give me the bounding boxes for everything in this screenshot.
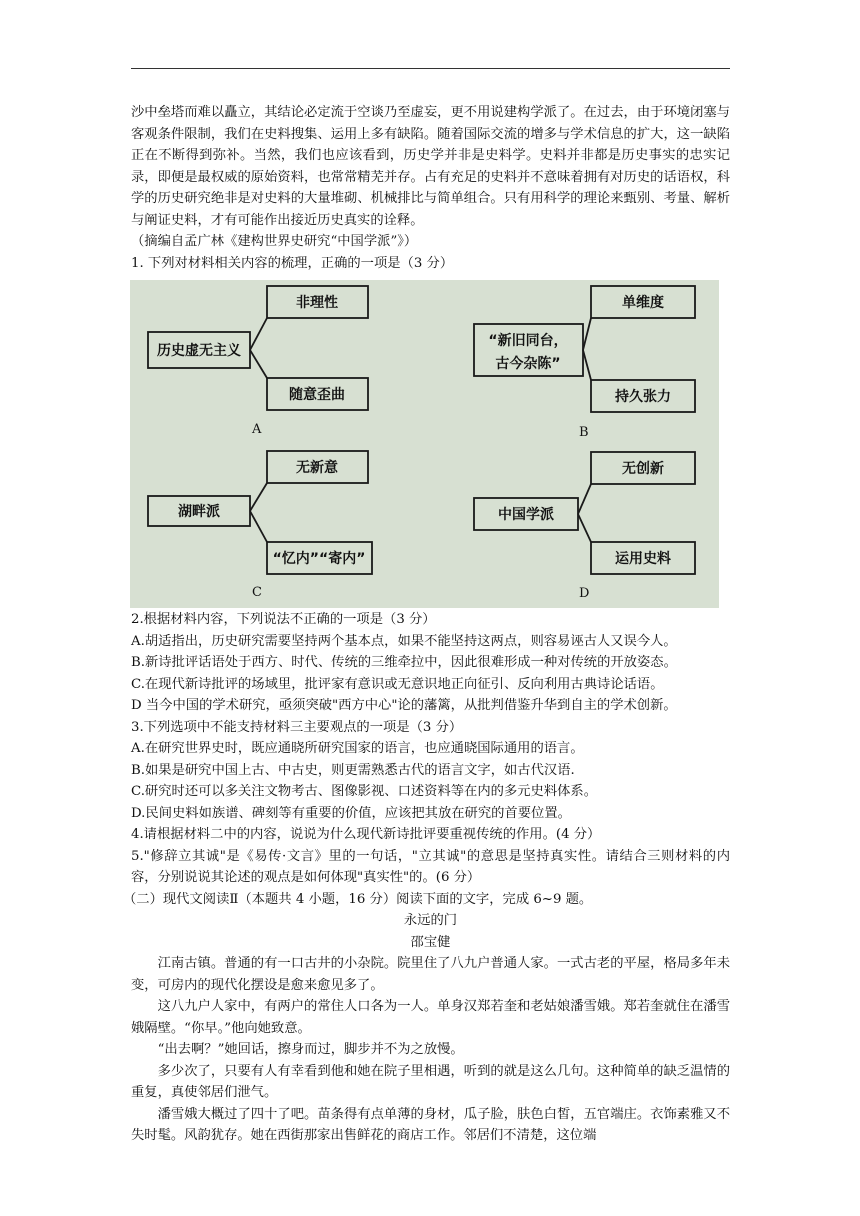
question-3-option-d: D.民间史料如族谱、碑刻等有重要的价值，应该把其放在研究的首要位置。	[131, 805, 571, 821]
story-paragraph: 潘雪娥大概过了四十了吧。苗条得有点单薄的身材，瓜子脸，肤色白皙，五官端庄。衣饰素雅又不失时髦。风韵犹存。她在西街那家出售鲜花的商店工作。邻居们不清楚，这位端	[131, 1106, 730, 1143]
question-2-option-b: B.新诗批评话语处于西方、时代、传统的三维牵拉中，因此很难形成一种对传统的开放姿态。	[131, 655, 677, 670]
story-paragraph: “出去啊？”她回话，擦身而过，脚步并不为之放慢。	[157, 1042, 464, 1057]
top-section	[131, 102, 730, 274]
diagram-b-letter: B	[579, 425, 589, 440]
diagram-a-letter: A	[252, 422, 262, 437]
diagram-b-bottom: 持久张力	[615, 389, 671, 405]
story-author: 邵宝健	[410, 934, 451, 950]
question-2-option-d: D 当今中国的学术研究，亟须突破"西方中心"论的藩篱，从批判借鉴升华到自主的学术创新。	[131, 698, 677, 713]
diagram-c-top: 无新意	[296, 460, 338, 476]
diagram-a-bottom: 随意歪曲	[289, 387, 345, 403]
question-5: 5."修辞立其诚"是《易传·文言》里的一句话，"立其诚"的意思是坚持真实性。请结合三则材料的内容，分别说说其论述的观点是如何体现"真实性"的。(6 分）	[131, 848, 730, 885]
diagram-d-bottom: 运用史料	[615, 551, 671, 567]
header-rule	[131, 68, 730, 69]
question-2-option-a: A.胡适指出，历史研究需要坚持两个基本点，如果不能坚持这两点，则容易诬古人又误今人。	[131, 633, 677, 649]
diagram-d-left: 中国学派	[498, 507, 554, 523]
question-4: 4.请根据材料二中的内容，说说为什么现代新诗批评要重视传统的作用。(4 分）	[131, 827, 601, 842]
diagram-c-bottom: “忆内”“寄内”	[272, 551, 366, 567]
top-paragraph: 沙中垒塔而难以矗立，其结论必定流于空谈乃至虚妄，更不用说建构学派了。在过去，由于环境闭塞与客观条件限制，我们在史料搜集、运用上多有缺陷。随着国际交流的增多与学术信息的扩大，这一缺陷正在不断得到弥补。当然，我们也应该看到，历史学并非是史料学。史料并非都是历史事实的忠实记录，即便是最权威的原始资料，也常常精芜并存。占有充足的史料并不意味着拥有对历史的话语权，科学的历史研究绝非是对史料的大量堆砌、机械排比与简单组合。只有用科学的理论来甄别、考量、解析与阐证史料，才有可能作出接近历史真实的诠释。	[131, 105, 730, 228]
diagram-b-left-line2: 古今杂陈”	[495, 356, 561, 372]
question-2-option-c: C.在现代新诗批评的场域里，批评家有意识或无意识地正向征引、反向利用古典诗论话语。	[131, 676, 664, 692]
story-paragraph: 这八九户人家中，有两户的常住人口各为一人。单身汉郑若奎和老姑娘潘雪娥。郑若奎就住在潘雪娥隔壁。“你早。”他向她致意。	[131, 999, 730, 1036]
story-paragraph: 江南古镇。普通的有一口古井的小杂院。院里住了八九户普通人家。一式古老的平屋，格局多年未变，可房内的现代化摆设是愈来愈见多了。	[131, 956, 730, 993]
answer-diagram	[130, 280, 719, 608]
section-2-heading: （二）现代文阅读Ⅱ（本题共 4 小题，16 分）阅读下面的文字，完成 6~9 题。	[123, 891, 593, 907]
question-2: 2.根据材料内容，下列说法不正确的一项是（3 分）	[131, 612, 436, 627]
question-3-option-c: C.研究时还可以多关注文物考古、图像影视、口述资料等在内的多元史料体系。	[131, 784, 598, 799]
question-3: 3.下列选项中不能支持材料三主要观点的一项是（3 分）	[131, 719, 463, 735]
diagram-a-top: 非理性	[296, 295, 338, 311]
diagram-c-letter: C	[252, 585, 262, 600]
diagram-c-left: 湖畔派	[178, 504, 220, 520]
question-3-option-b: B.如果是研究中国上古、中古史，则更需熟悉古代的语言文字，如古代汉语.	[131, 762, 575, 778]
diagram-d-top: 无创新	[622, 461, 664, 477]
source-citation: （摘编自孟广林《建构世界史研究“中国学派”》）	[131, 234, 418, 249]
questions-section	[123, 609, 730, 1147]
story-paragraph: 多少次了，只要有人有幸看到他和她在院子里相遇，听到的就是这么几句。这种简单的缺乏温情的重复，真使邻居们泄气。	[131, 1063, 730, 1100]
question-1: 1. 下列对材料相关内容的梳理，正确的一项是（3 分）	[131, 255, 454, 271]
diagram-a-left: 历史虚无主义	[157, 343, 241, 359]
diagram-b-left-line1: “新旧同台，	[488, 333, 568, 349]
question-3-option-a: A.在研究世界史时，既应通晓所研究国家的语言，也应通晓国际通用的语言。	[131, 741, 584, 756]
story-title: 永远的门	[403, 913, 458, 928]
diagram-b-top: 单维度	[622, 295, 664, 311]
diagram-d-letter: D	[579, 586, 590, 601]
diagram-svg	[130, 280, 719, 608]
